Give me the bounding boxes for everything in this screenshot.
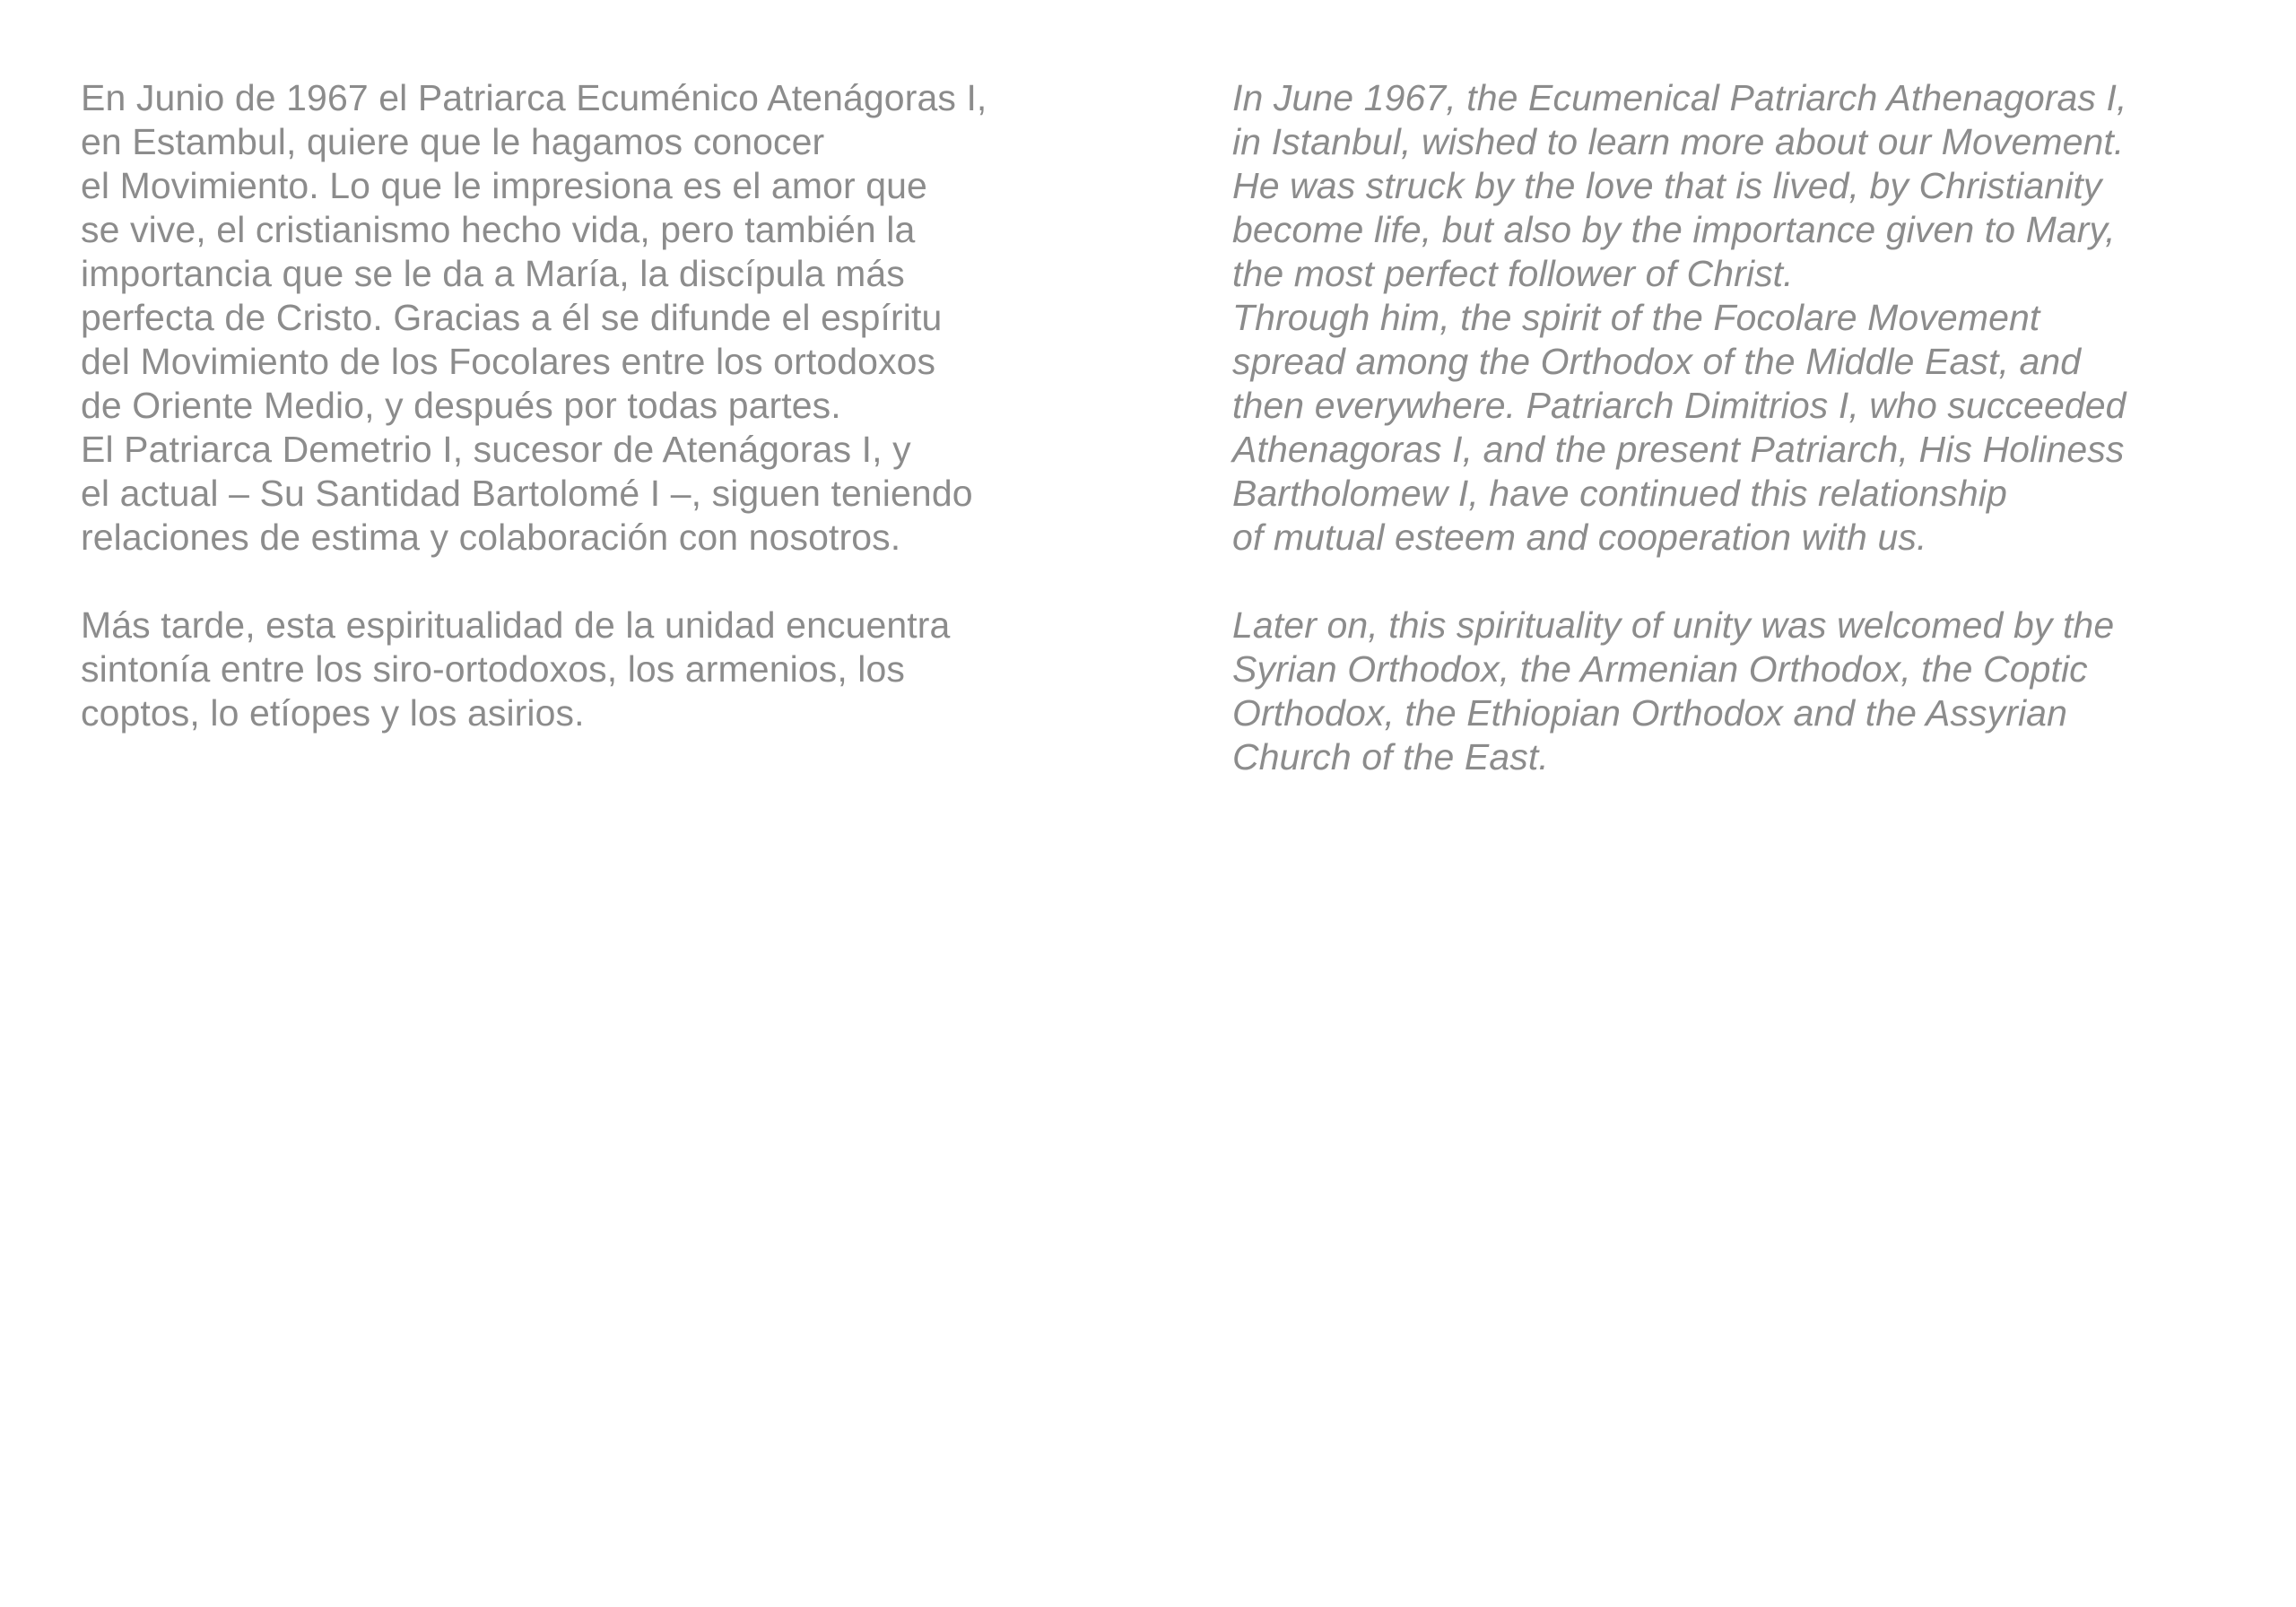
text-line: perfecta de Cristo. Gracias a él se difunde el espíritu	[81, 297, 943, 338]
text-line: sintonía entre los siro-ortodoxos, los armenios, los	[81, 648, 906, 690]
text-line: Through him, the spirit of the Focolare Movement	[1232, 297, 2040, 338]
text-line: Athenagoras I, and the present Patriarch, His Holiness	[1232, 429, 2125, 470]
text-line: en Estambul, quiere que le hagamos conocer	[81, 121, 825, 162]
text-line: of mutual esteem and cooperation with us.	[1232, 517, 1927, 558]
text-line: del Movimiento de los Focolares entre los ortodoxos	[81, 341, 936, 382]
spanish-paragraph-1	[81, 76, 1157, 560]
text-line: Syrian Orthodox, the Armenian Orthodox, the Coptic	[1232, 648, 2088, 690]
text-line: become life, but also by the importance given to Mary,	[1232, 209, 2116, 250]
text-line: importancia que se le da a María, la discípula más	[81, 253, 905, 294]
text-line: el Movimiento. Lo que le impresiona es el amor que	[81, 165, 927, 206]
spanish-paragraph-2	[81, 604, 1157, 735]
text-line: coptos, lo etíopes y los asirios.	[81, 692, 585, 734]
text-line: Más tarde, esta espiritualidad de la unidad encuentra	[81, 604, 951, 646]
text-line: Bartholomew I, have continued this relationship	[1232, 473, 2007, 514]
text-line: In June 1967, the Ecumenical Patriarch Athenagoras I,	[1232, 77, 2127, 118]
english-text-column	[1232, 76, 2282, 779]
text-line: El Patriarca Demetrio I, sucesor de Atenágoras I, y	[81, 429, 911, 470]
text-line: Church of the East.	[1232, 736, 1549, 777]
text-line: se vive, el cristianismo hecho vida, pero también la	[81, 209, 916, 250]
text-line: Later on, this spirituality of unity was welcomed by the	[1232, 604, 2115, 646]
text-line: in Istanbul, wished to learn more about our Movement.	[1232, 121, 2125, 162]
text-line: de Oriente Medio, y después por todas partes.	[81, 385, 841, 426]
english-paragraph-1	[1232, 76, 2282, 560]
text-line: el actual – Su Santidad Bartolomé I –, siguen teniendo	[81, 473, 973, 514]
text-line: spread among the Orthodox of the Middle East, and	[1232, 341, 2082, 382]
text-line: the most perfect follower of Christ.	[1232, 253, 1794, 294]
text-line: Orthodox, the Ethiopian Orthodox and the Assyrian	[1232, 692, 2067, 734]
text-line: relaciones de estima y colaboración con nosotros.	[81, 517, 901, 558]
text-line: En Junio de 1967 el Patriarca Ecuménico Atenágoras I,	[81, 77, 987, 118]
text-line: then everywhere. Patriarch Dimitrios I, who succeeded	[1232, 385, 2126, 426]
text-line: He was struck by the love that is lived, by Christianity	[1232, 165, 2102, 206]
spanish-text-column	[81, 76, 1157, 735]
english-paragraph-2	[1232, 604, 2282, 779]
